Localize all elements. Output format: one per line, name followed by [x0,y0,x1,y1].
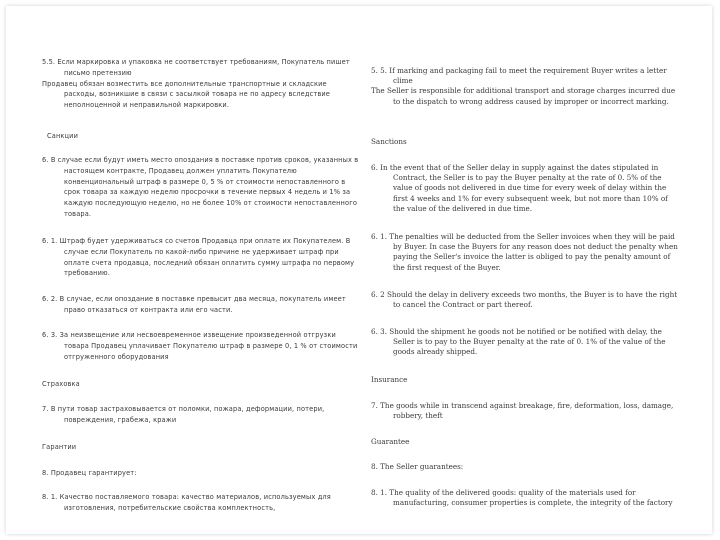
ru-heading-insurance [42,379,360,390]
en-clause-8-text: 8. The Seller guarantees: [371,462,464,471]
ru-clause-6 [42,155,360,220]
ru-clause-8-text: 8. Продавец гарантирует: [42,469,137,477]
en-clause-6-text: 6. In the event that of the Seller delay in supply against the dates stipulated in Contract, the Seller is to pay the Buyer penalty at the rate of 0. 5% of the value of goods not delivered in due time for every week of delay within the first 4 weeks and 1% for every subsequent week, but not more than 10% of the value of the delivered in due time. [371,163,668,213]
ru-clause-6-2 [42,294,360,316]
en-clause-7 [371,401,681,421]
ru-clause-8-1 [42,492,360,514]
en-clause-6-3-text: 6. 3. Should the shipment he goods not be notified or be notified with delay, the Seller is to pay to the Buyer penalty at the rate of 0. 1% of the value of the goods already shipped. [371,327,666,357]
ru-clause-5-5 [42,57,360,111]
en-clause-5-5 [371,66,681,107]
ru-clause-5-5-part-b: Продавец обязан возместить все дополнительные транспортные и складские расходы, возникшие в связи с засылкой товара не по адресу вследствие неполноценной и неправильной маркировки. [42,79,331,110]
ru-guarantee-text: Гарантии [42,443,77,451]
ru-clause-8 [42,468,360,479]
ru-clause-6-3 [42,330,360,362]
en-clause-8 [371,462,681,472]
en-heading-sanctions [371,137,681,147]
ru-clause-7-text: 7. В пути товар застраховывается от поломки, пожара, деформации, потери, повреждения, грабежа, кражи [42,405,325,424]
en-guarantee-text: Guarantee [371,437,410,446]
ru-clause-5-5-part-a: 5.5. Если маркировка и упаковка не соответствует требованиям, Покупатель пишет письмо претензию [42,58,350,77]
ru-heading-sanctions [42,131,360,142]
en-insurance-text: Insurance [371,375,408,384]
ru-heading-guarantee [42,442,360,453]
ru-clause-6-1 [42,236,360,279]
en-clause-6-1-text: 6. 1. The penalties will be deducted from the Seller invoices when they will be paid by Buyer. In case the Buyers for any reason does not deduct the penalty when paying the Seller's invoice the latter is obliged to pay the penalty amount of the first request of the Buyer. [371,232,678,272]
en-clause-8-1 [371,488,681,508]
en-clause-5-5-part-b: The Seller is responsible for additional transport and storage charges incurred due to the dispatch to wrong address caused by improper or incorrect marking. [371,86,676,106]
en-clause-8-1-text: 8. 1. The quality of the delivered goods: quality of the materials used for manufacturing, consumer properties is complete, the integrity of the factory [371,488,673,508]
en-heading-guarantee [371,437,681,447]
ru-clause-8-1-text: 8. 1. Качество поставляемого товара: качество материалов, используемых для изготовления, потребительские свойства комплектность, [42,493,331,512]
en-clause-7-text: 7. The goods while in transcend against breakage, fire, deformation, loss, damage, robbery, theft [371,401,674,421]
ru-clause-6-text: 6. В случае если будут иметь место опоздания в поставке против сроков, указанных в настоящем контракте, Продавец должен уплатить Покупателю конвенциональный штраф в размере 0, 5 % от стоимости непоставленного в срок товара за каждую неделю просрочки в течение первых 4 недель и 1% за каждую последующую неделю, но не более 10% от стоимости непоставленного товара. [42,156,359,218]
en-heading-insurance [371,375,681,385]
en-clause-6-1 [371,232,681,273]
en-sanctions-text: Sanctions [371,137,407,146]
ru-clause-7 [42,404,360,426]
ru-clause-6-3-text: 6. 3. За неизвещение или несвоевременное извещение произведенной отгрузки товара Продавец уплачивает Покупателю штраф в размере 0, 1 % от стоимости отгруженного оборудования [42,331,358,361]
ru-clause-6-2-text: 6. 2. В случае, если опоздание в поставке превысит два месяца, покупатель имеет право отказаться от контракта или его части. [42,295,346,314]
en-clause-6 [371,163,681,214]
en-clause-6-2 [371,290,681,310]
en-clause-6-2-text: 6. 2 Should the delay in delivery exceeds two months, the Buyer is to have the right to cancel the Contract or part thereof. [371,290,678,310]
ru-clause-6-1-text: 6. 1. Штраф будет удерживаться со счетов Продавца при оплате их Покупателем. В случае если Покупатель по какой-либо причине не удерживает штраф при оплате счета продавца, последний обязан оплатить сумму штрафа по первому требованию. [42,237,355,278]
ru-insurance-text: Страховка [42,380,80,388]
en-clause-5-5-part-a: 5. 5. If marking and packaging fail to meet the requirement Buyer writes a letter clime [371,66,667,86]
ru-sanctions-text: Санкции [47,132,79,140]
en-clause-6-3 [371,327,681,358]
